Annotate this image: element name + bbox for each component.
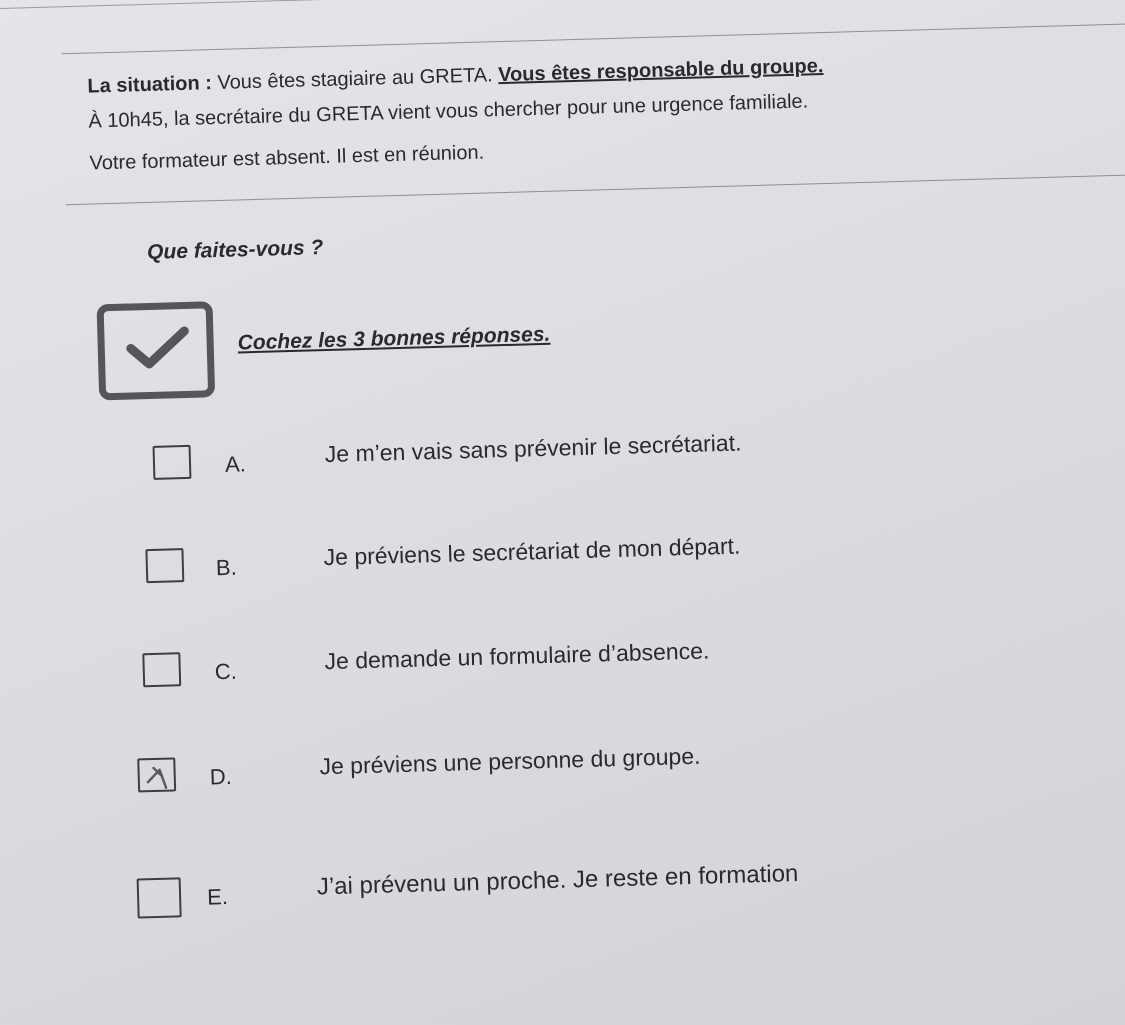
option-d-text: Je préviens une personne du groupe. bbox=[319, 742, 701, 780]
responsibility-statement: Vous êtes responsable du groupe. bbox=[497, 55, 824, 87]
instruction-text: Cochez les 3 bonnes réponses. bbox=[237, 322, 551, 355]
option-e-checkbox[interactable] bbox=[137, 877, 182, 918]
option-b-letter: B. bbox=[215, 554, 238, 581]
option-a-text: Je m’en vais sans prévenir le secrétariat. bbox=[324, 429, 742, 468]
option-c-letter: C. bbox=[214, 658, 238, 685]
option-d-letter: D. bbox=[209, 763, 233, 790]
option-c-checkbox[interactable] bbox=[142, 652, 181, 687]
situation-line-2: À 10h45, la secrétaire du GRETA vient vous chercher pour une urgence familiale. bbox=[88, 90, 809, 133]
option-e[interactable] bbox=[25, 850, 1125, 941]
situation-line-1 bbox=[87, 55, 824, 99]
situation-line-3: Votre formateur est absent. Il est en réunion. bbox=[89, 141, 485, 175]
instruction-checkbox bbox=[97, 301, 216, 400]
checkmark-icon bbox=[118, 317, 200, 379]
situation-text: Vous êtes stagiaire au GRETA. bbox=[217, 64, 493, 94]
option-e-text: J’ai prévenu un proche. Je reste en formation bbox=[316, 860, 799, 901]
situation-box bbox=[62, 23, 1125, 205]
situation-label: La situation : bbox=[87, 72, 213, 98]
option-b[interactable] bbox=[15, 521, 1125, 612]
option-c-text: Je demande un formulaire d’absence. bbox=[324, 637, 710, 675]
question-title: Que faites-vous ? bbox=[146, 236, 324, 264]
option-a[interactable] bbox=[13, 418, 1125, 509]
option-b-checkbox[interactable] bbox=[145, 548, 184, 583]
option-a-letter: A. bbox=[224, 451, 247, 477]
cross-mark-icon bbox=[143, 762, 172, 791]
option-e-letter: E. bbox=[206, 883, 229, 910]
option-d-checkbox[interactable] bbox=[137, 757, 176, 792]
option-b-text: Je préviens le secrétariat de mon départ. bbox=[323, 532, 741, 571]
top-divider bbox=[0, 0, 640, 9]
option-c[interactable] bbox=[18, 625, 1125, 716]
option-a-checkbox[interactable] bbox=[153, 445, 192, 480]
option-d[interactable] bbox=[21, 730, 1125, 821]
